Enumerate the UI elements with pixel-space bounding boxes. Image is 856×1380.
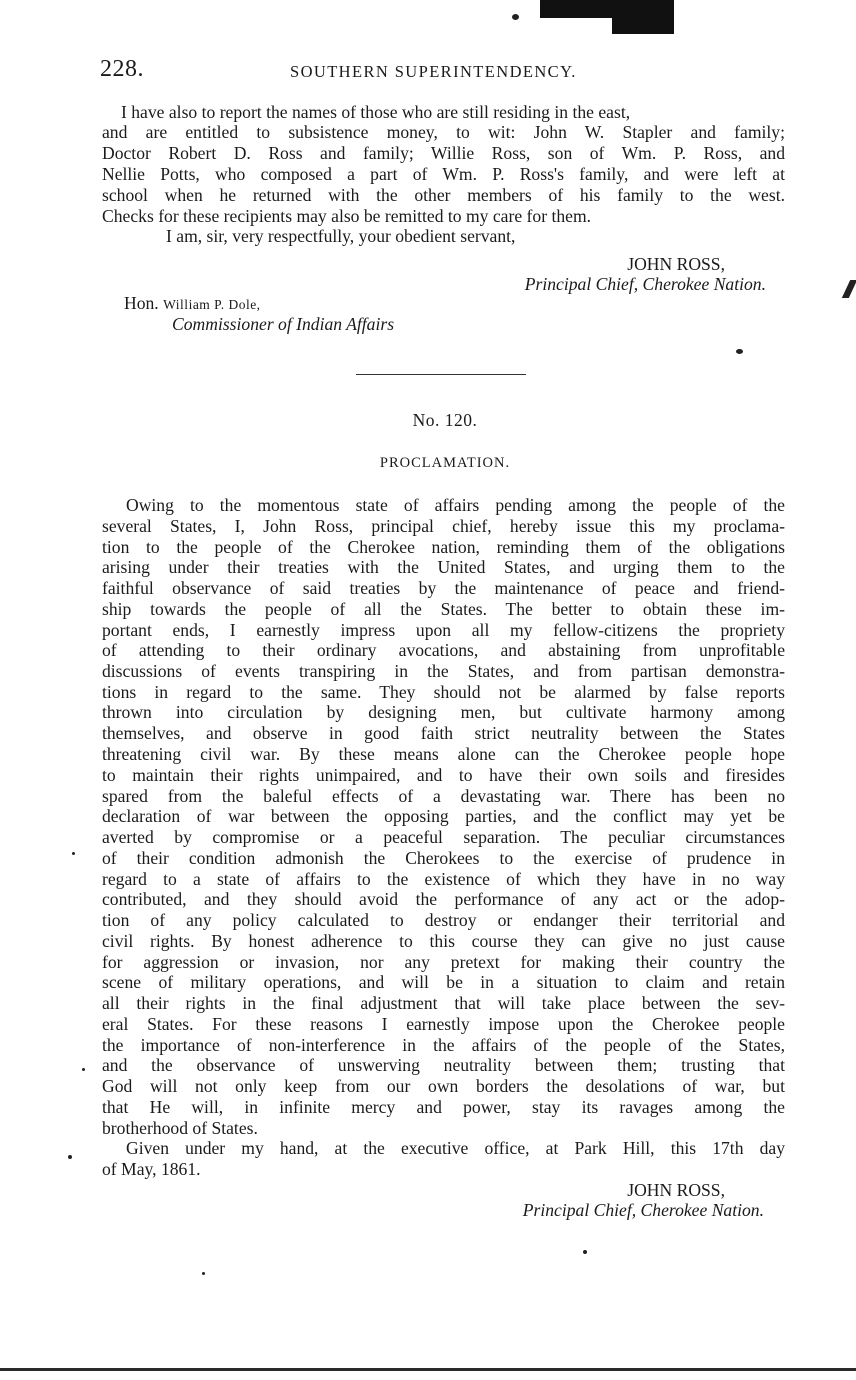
proclamation-line: the importance of non-interference in the affairs of the people of the States, [102, 1035, 785, 1055]
proclamation-line: contributed, and they should avoid the performance of any act or the adop- [102, 889, 785, 909]
proclamation-line: that He will, in infinite mercy and power, stay its ravages among the [102, 1097, 785, 1117]
given-line: Given under my hand, at the executive office, at Park Hill, this 17th day [126, 1138, 785, 1158]
proclamation-line: thrown into circulation by designing men, but cultivate harmony among [102, 702, 785, 722]
proclamation-signature-title: Principal Chief, Cherokee Nation. [522, 1200, 764, 1220]
letter-line: Doctor Robert D. Ross and family; Willie Ross, son of Wm. P. Ross, and [102, 143, 785, 163]
letter-signature-name: JOHN ROSS, [627, 254, 725, 274]
proclamation-line: Owing to the momentous state of affairs pending among the people of the [126, 495, 785, 515]
proclamation-line: brotherhood of States. [102, 1118, 258, 1138]
letter-line: I have also to report the names of those who are still residing in the east, [121, 102, 631, 122]
page-header [100, 56, 800, 92]
proclamation-line: God will not only keep from our own borders the desolations of war, but [102, 1076, 785, 1096]
proclamation-line: all their rights in the final adjustment that will take place between the sev- [102, 993, 785, 1013]
proclamation-line: ship towards the people of all the States. The better to obtain these im- [102, 599, 785, 619]
proclamation-line: portant ends, I earnestly impress upon all my fellow-citizens the propriety [102, 620, 785, 640]
scan-speck [72, 852, 75, 855]
page-number: 228. [100, 56, 144, 82]
proclamation-line: tions in regard to the same. They should not be alarmed by false reports [102, 682, 785, 702]
scan-blot [612, 0, 674, 34]
proclamation-line: of attending to their ordinary avocations, and abstaining from unprofitable [102, 640, 785, 660]
proclamation-line: civil rights. By honest adherence to this course they can give no just cause [102, 931, 785, 951]
proclamation-line: several States, I, John Ross, principal chief, hereby issue this my proclama- [102, 516, 785, 536]
proclamation-line: eral States. For these reasons I earnestly impose upon the Cherokee people [102, 1014, 785, 1034]
letter-line: Checks for these recipients may also be remitted to my care for them. [102, 206, 592, 226]
addressee-name: William P. Dole, [163, 297, 261, 312]
proclamation-line: faithful observance of said treaties by the maintenance of peace and friend- [102, 578, 785, 598]
addressee-title: Commissioner of Indian Affairs [172, 314, 395, 334]
proclamation-line: discussions of events transpiring in the States, and from partisan demonstra- [102, 661, 785, 681]
letter-line: Nellie Potts, who composed a part of Wm. P. Ross's family, and were left at [102, 164, 785, 184]
scan-speck [68, 1155, 72, 1159]
scan-speck [512, 14, 519, 20]
section-divider [356, 374, 526, 375]
letter-line: and are entitled to subsistence money, to wit: John W. Stapler and family; [102, 122, 785, 142]
proclamation-line: for aggression or invasion, nor any pretext for making their country the [102, 952, 785, 972]
letter-line: school when he returned with the other members of his family to the west. [102, 185, 785, 205]
proclamation-line: tion to the people of the Cherokee nation, reminding them of the obligations [102, 537, 785, 557]
scan-speck [82, 1068, 85, 1071]
letter-complimentary-close: I am, sir, very respectfully, your obedient servant, [166, 226, 516, 246]
proclamation-line: scene of military operations, and will be in a situation to claim and retain [102, 972, 785, 992]
proclamation-line: to maintain their rights unimpaired, and to have their own soils and firesides [102, 765, 785, 785]
scan-speck [736, 349, 743, 354]
scan-mark [842, 280, 856, 298]
proclamation-line: declaration of war between the opposing parties, and the conflict may yet be [102, 806, 785, 826]
addressee-prefix: Hon. [124, 293, 159, 313]
proclamation-line: threatening civil war. By these means alone can the Cherokee people hope [102, 744, 785, 764]
proclamation-line: tion of any policy calculated to destroy or endanger their territorial and [102, 910, 785, 930]
proclamation-line: arising under their treaties with the United States, and urging them to the [102, 557, 785, 577]
addressee [124, 293, 261, 315]
proclamation-line: and the observance of unswerving neutrality between them; trusting that [102, 1055, 785, 1075]
running-head: SOUTHERN SUPERINTENDENCY. [290, 62, 577, 81]
proclamation-line: averted by compromise or a peaceful separation. The peculiar circumstances [102, 827, 785, 847]
letter-signature-title: Principal Chief, Cherokee Nation. [524, 274, 766, 294]
given-line: of May, 1861. [102, 1159, 201, 1179]
proclamation-line: themselves, and observe in good faith strict neutrality between the States [102, 723, 785, 743]
proclamation-line: regard to a state of affairs to the existence of which they have in no way [102, 869, 785, 889]
document-title: PROCLAMATION. [379, 455, 511, 471]
scan-speck [202, 1272, 205, 1275]
document-number: No. 120. [412, 410, 478, 430]
scan-edge [0, 1368, 856, 1371]
scan-speck [583, 1250, 587, 1254]
proclamation-line: spared from the baleful effects of a devastating war. There has been no [102, 786, 785, 806]
proclamation-line: of their condition admonish the Cherokees to the exercise of prudence in [102, 848, 785, 868]
proclamation-signature-name: JOHN ROSS, [627, 1180, 725, 1200]
